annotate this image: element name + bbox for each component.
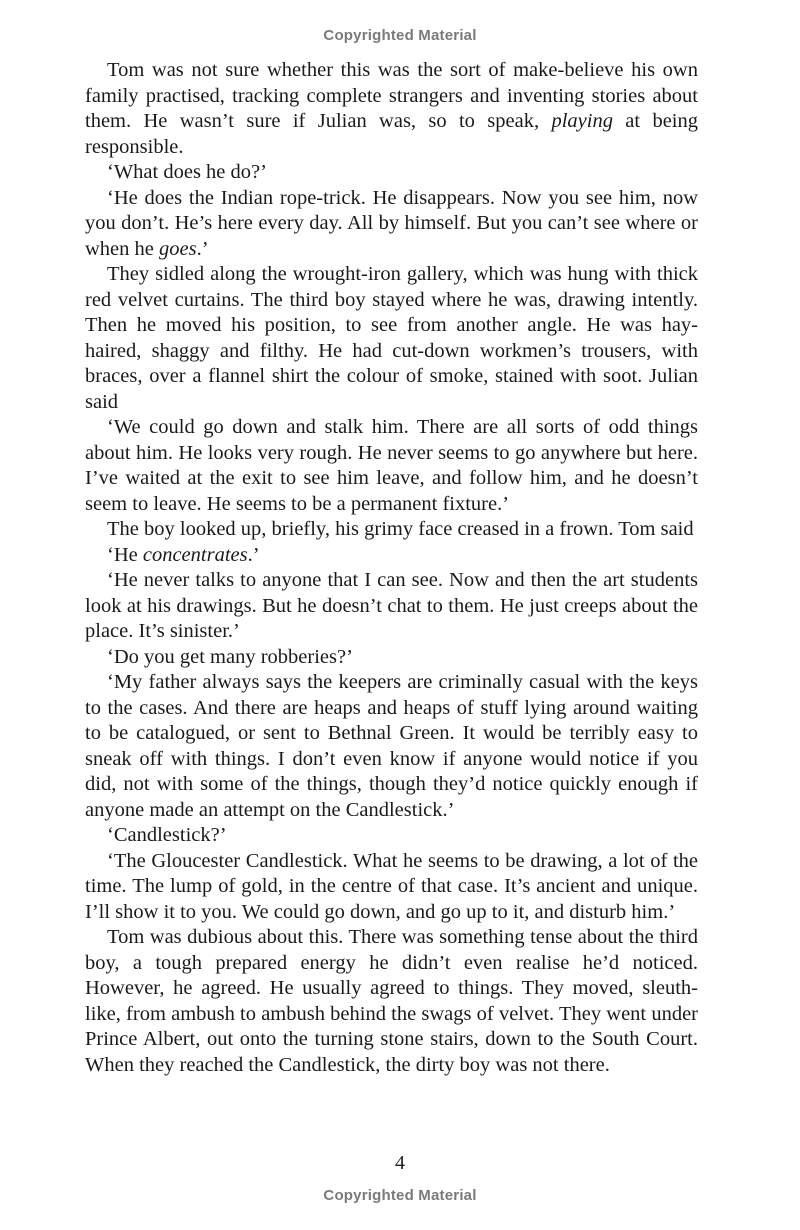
text-run: ‘We could go down and stalk him. There are all sorts of odd things about him. He looks very rough. He never seems to go anywhere but here. I’ve waited at the exit to see him leave, and follow him, and he doesn’t seem to leave. He seems to be a permanent fixture.’ (85, 416, 698, 515)
paragraph (85, 849, 698, 926)
paragraph (85, 670, 698, 823)
watermark-bottom: Copyrighted Material (323, 1187, 477, 1204)
text-run: ‘He (107, 543, 143, 566)
text-run: Tom was dubious about this. There was something tense about the third boy, a tough prepared energy he didn’t even realise he’d noticed. However, he agreed. He usually agreed to things. They moved, sleuth-like, from ambush to ambush behind the swags of velvet. They went under Prince Albert, out onto the turning stone stairs, down to the South Court. When they reached the Candlestick, the dirty boy was not there. (85, 926, 698, 1076)
text-run: ‘Candlestick?’ (107, 824, 227, 846)
italic-text-run: concentrates (142, 543, 248, 566)
paragraph (85, 186, 698, 263)
paragraph (85, 925, 698, 1078)
text-run: ‘He does the Indian rope-trick. He disappears. Now you see him, now you don’t. He’s here every day. All by himself. But you can’t see where or when he (85, 186, 698, 260)
text-run: They sidled along the wrought-iron gallery, which was hung with thick red velvet curtains. The third boy stayed where he was, drawing intently. Then he moved his position, to see from another angle. He was hay-haired, shaggy and filthy. He had cut-down workmen’s trousers, with braces, over a flannel shirt the colour of smoke, stained with soot. Julian said (85, 263, 698, 413)
paragraph (85, 517, 698, 543)
text-run: ‘The Gloucester Candlestick. What he seems to be drawing, a lot of the time. The lump of gold, in the centre of that case. It’s ancient and unique. I’ll show it to you. We could go down, and go up to it, and disturb him.’ (85, 849, 698, 923)
paragraph (85, 645, 698, 671)
text-run: ‘He never talks to anyone that I can see. Now and then the art students look at his drawings. But he doesn’t chat to them. He just creeps about the place. It’s sinister.’ (85, 569, 698, 642)
paragraph (85, 543, 698, 569)
text-run: at being responsible. (85, 110, 698, 158)
text-run: The boy looked up, briefly, his grimy face creased in a frown. Tom said (107, 518, 694, 540)
text-run: ‘What does he do?’ (107, 161, 267, 183)
paragraph (85, 262, 698, 415)
watermark-top: Copyrighted Material (323, 27, 477, 44)
italic-text-run: goes (159, 237, 197, 260)
text-run: Tom was not sure whether this was the sort of make-believe his own family practised, tracking complete strangers and inventing stories about them. He wasn’t sure if Julian was, so to speak, (85, 59, 698, 132)
text-run: ‘Do you get many robberies?’ (107, 645, 353, 668)
italic-text-run: playing (551, 110, 613, 132)
text-run: .’ (247, 543, 260, 566)
paragraph (85, 58, 698, 160)
paragraph (85, 823, 698, 849)
page-number: 4 (395, 1152, 405, 1174)
text-run: ‘My father always says the keepers are criminally casual with the keys to the cases. And there are heaps and heaps of stuff lying around waiting to be catalogued, or sent to Bethnal Green. It would be terribly easy to sneak off with things. I don’t even know if anyone would notice if you did, not with some of the things, though they’d notice quickly enough if anyone made an attempt on the Candlestick.’ (85, 671, 698, 821)
paragraph (85, 568, 698, 645)
text-run: .’ (196, 237, 209, 260)
paragraph (85, 415, 698, 517)
page-body (85, 58, 698, 1078)
paragraph (85, 160, 698, 186)
